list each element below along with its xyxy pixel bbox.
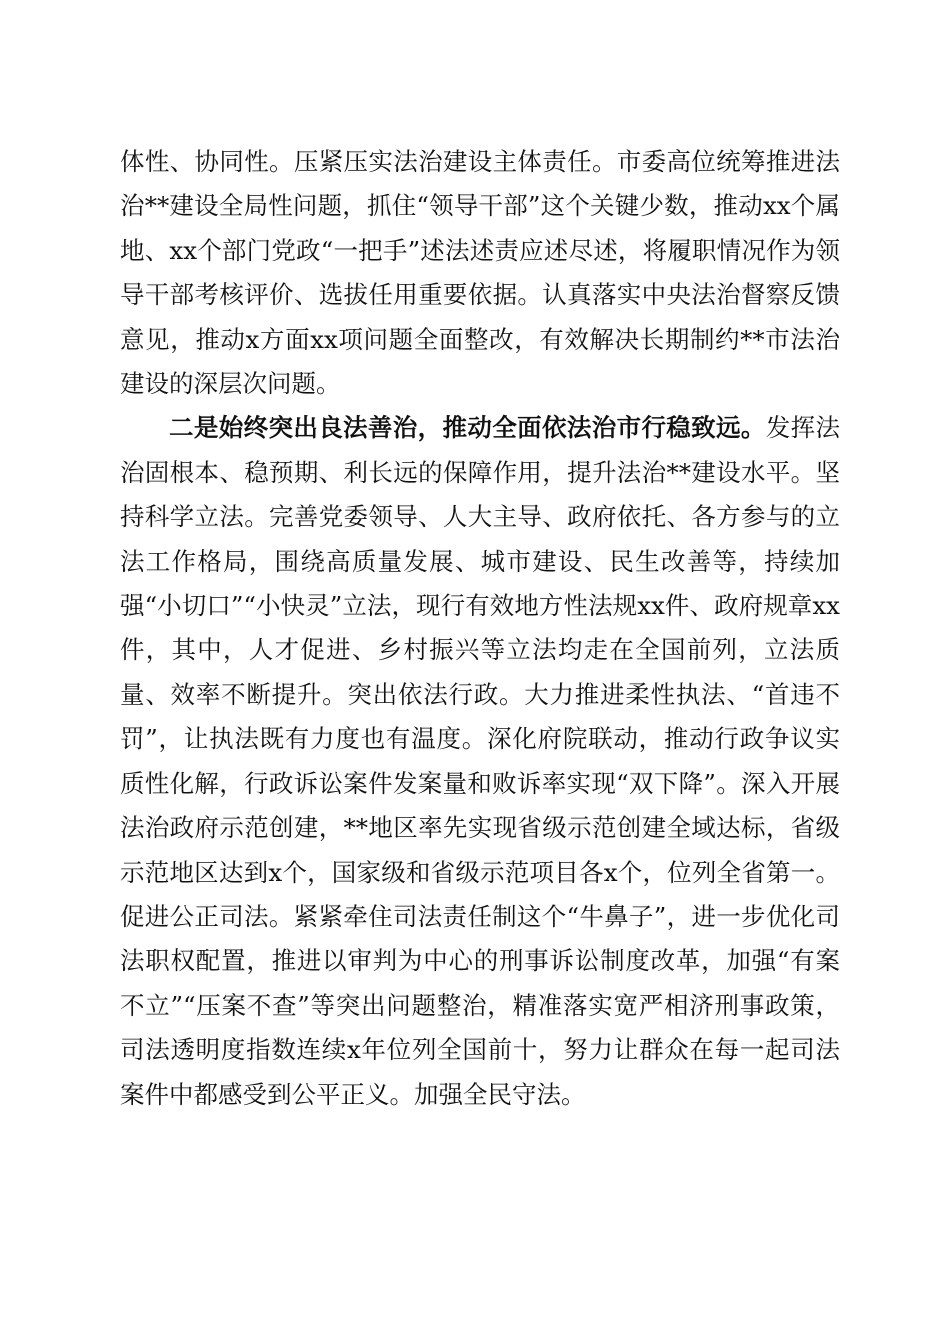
section-heading: 二是始终突出良法善治，推动全面依法治市行稳致远。 — [169, 413, 766, 443]
paragraph-text: 发挥法治固根本、稳预期、利长远的保障作用，提升法治**建设水平。坚持科学立法。完善党委领导、人大主导、政府依托、各方参与的立法工作格局，围绕高质量发展、城市建设、民生改善等，持续加强“小切口”“小快灵”立法，现行有效地方性法规xx件、政府规章xx件，其中，人才促进、乡村振兴等立法均走在全国前列，立法质量、效率不断提升。突出依法行政。大力推进柔性执法、“首违不罚”，让执法既有力度也有温度。深化府院联动，推动行政争议实质性化解，行政诉讼案件发案量和败诉率实现“双下降”。深入开展法治政府示范创建，**地区率先实现省级示范创建全域达标，省级示范地区达到x个，国家级和省级示范项目各x个，位列全省第一。促进公正司法。紧紧牵住司法责任制这个“牛鼻子”，进一步优化司法职权配置，推进以审判为中心的刑事诉讼制度改革，加强“有案不立”“压案不查”等突出问题整治，精准落实宽严相济刑事政策，司法透明度指数连续x年位列全国前十，努力让群众在每一起司法案件中都感受到公平正义。加强全民守法。 — [120, 413, 841, 1109]
document-body — [120, 140, 840, 1117]
paragraph-continuation — [120, 140, 840, 406]
paragraph-text: 体性、协同性。压紧压实法治建设主体责任。市委高位统筹推进法治**建设全局性问题，抓住“领导干部”这个关键少数，推动xx个属地、xx个部门党政“一把手”述法述责应述尽述，将履职情况作为领导干部考核评价、选拔任用重要依据。认真落实中央法治督察反馈意见，推动x方面xx项问题全面整改，有效解决长期制约**市法治建设的深层次问题。 — [120, 147, 840, 399]
paragraph-section-two — [120, 406, 840, 1117]
